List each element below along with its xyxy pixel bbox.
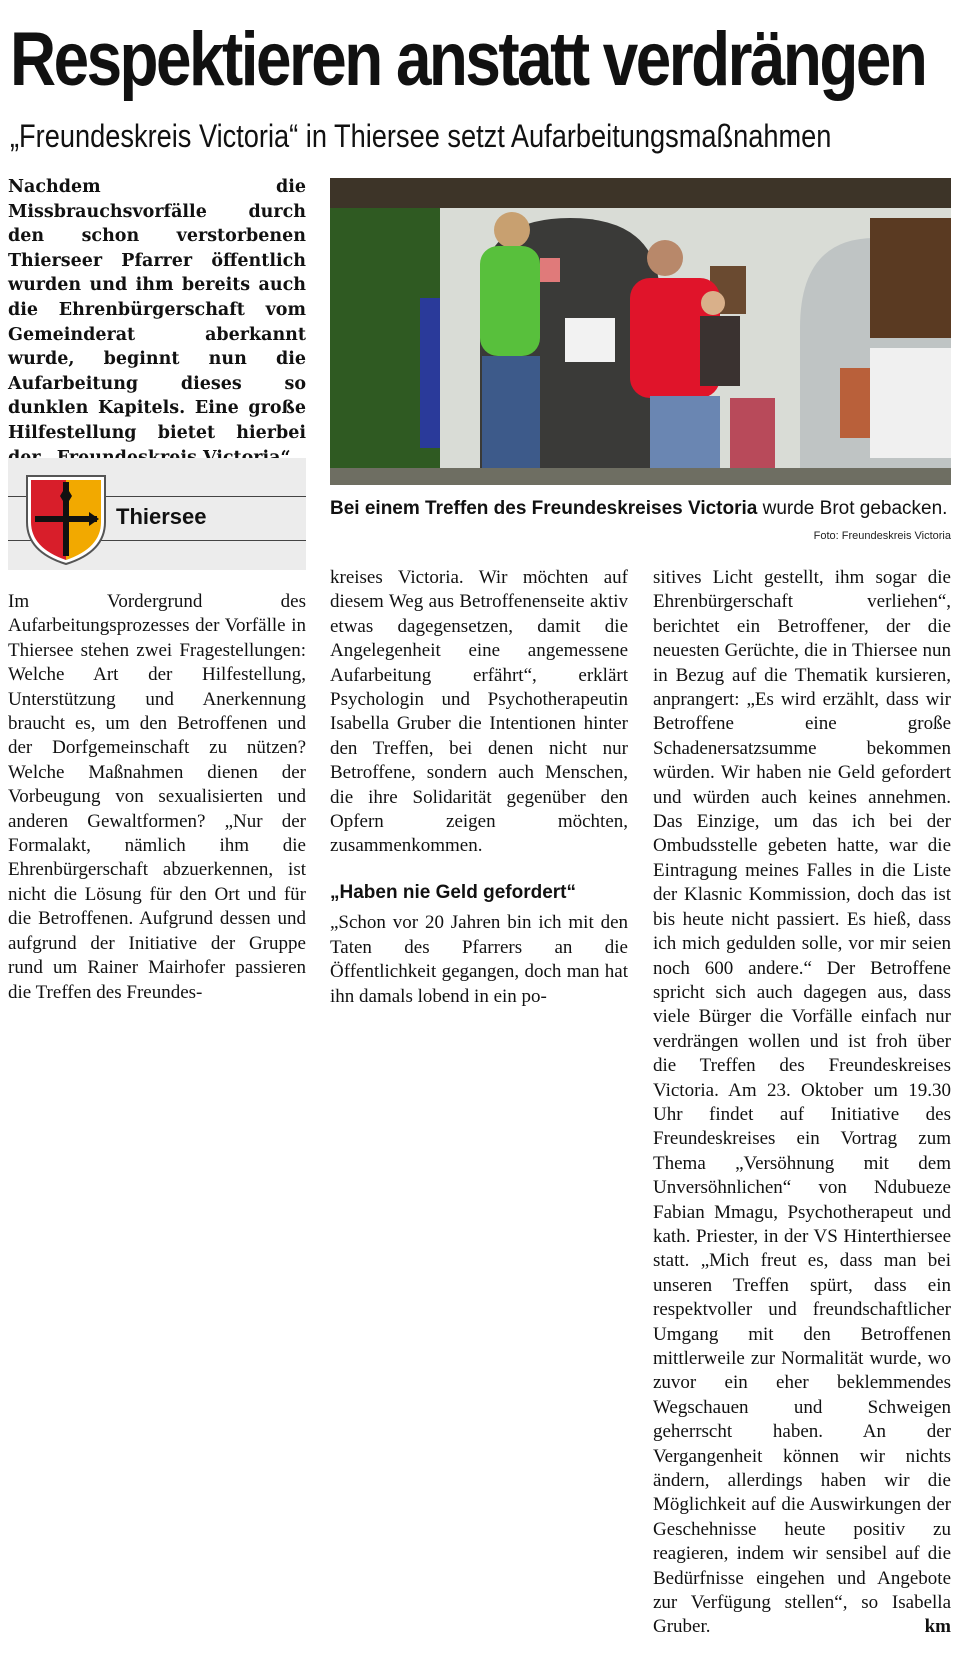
column-body: sitives Licht gestellt, ihm sogar die Ehrenbürgerschaft verliehen“, berichtet ein Betroffener, der die neuesten Gerüchte, die in Thiersee nun in Bezug auf die Thematik kursieren, anprangert: „Es wird erzählt, dass wir Betroffene eine große Schadenersatzsumme bekommen würden. Wir haben nie Geld gefordert und würden auch keines annehmen. Das Einzige, um das ich bei der Ombudsstelle gebeten hatte, war die Eintragung meines Falles in die Liste der Klasnic Kommission, doch das ist bis heute nicht passiert. Es hieß, dass ich mich gedulden solle, vor mir seien noch 600 andere.“ Der Betroffene spricht sich auch dagegen aus, dass viele Bürger die Vorfälle einfach nur verdrängen wollen und ist froh über die Treffen des Freundeskreises Victoria. Am 23. Oktober um 19.30 Uhr findet auf Initiative des Freundeskreises ein Vortrag zum Thema „Versöhnung mit dem Unversöhnlichen“ von Ndubueze Fabian Mmagu, Psychotherapeut und kath. Priester, in der VS Hinterthiersee statt. „Mich freut es, dass man bei unseren Treffen spürt, dass ein respektvoller und freundschaftlicher Umgang mit den Betroffenen mittlerweile zur Normalität wurde, wo zuvor ein eher beklemmendes Wegschauen und Schweigen geherrscht haben. An der Vergangenheit können wir nichts ändern, allerdings haben wir die Möglichkeit auf die Auswirkungen der Geschehnisse heute positiv zu reagieren, indem wir sensibel auf die Bedürfnisse eingehen und Angebote zur Verfügung stellen“, so Isabella Gruber. <box>653 567 951 1638</box>
section-subtitle: „Haben nie Geld gefordert“ <box>330 881 576 903</box>
photo-credit: Foto: Freundeskreis Victoria <box>813 530 951 542</box>
photo-caption <box>330 496 951 522</box>
article-column-3 <box>653 566 951 1640</box>
author-signature: km <box>924 1616 951 1638</box>
column-text <box>653 566 951 1640</box>
caption-rest: wurde Brot gebacken. <box>757 498 948 519</box>
subheadline: „Freundeskreis Victoria“ in Thiersee setzt Aufarbeitungsmaßnahmen <box>10 118 832 154</box>
caption-bold: Bei einem Treffen des Freundeskreises Victoria <box>330 498 758 519</box>
bread-baking-photo <box>330 178 951 485</box>
article-column-1 <box>8 590 306 1005</box>
location-label: Thiersee <box>116 504 207 529</box>
headline: Respektieren anstatt verdrängen <box>10 17 926 102</box>
column-text: kreises Victoria. Wir möchten auf diesem Weg aus Betroffenenseite aktiv etwas dagegensetzen, damit die Angelegenheit eine angemessene Aufarbeitung erfährt“, erklärt Psychologin und Psychotherapeutin Isabella Gruber die Intentionen hinter den Treffen, bei denen nicht nur Betroffene, sondern auch Menschen, die ihre Solidarität gegenüber den Opfern zeigen möchten, zusammenkommen. <box>330 567 628 857</box>
lead-paragraph <box>8 175 306 470</box>
location-box <box>8 458 306 570</box>
column-text: Im Vordergrund des Aufarbeitungsprozesses der Vorfälle in Thiersee stehen zwei Fragestellungen: Welche Art der Hilfestellung, Unterstützung und Anerkennung braucht es, um den Betroffenen und der Dorfgemeinschaft zu nützen? Welche Maßnahmen dienen der Vorbeugung von sexualisierten und anderen Gewaltformen? „Nur der Formalakt, nämlich ihm die Ehrenbürgerschaft abzuerkennen, ist nicht die Lösung für den Ort und für die Betroffenen. Aufgrund dessen und aufgrund der Initiative der Gruppe rund um Rainer Mairhofer passieren die Treffen des Freundes- <box>8 591 306 1003</box>
article-photo <box>330 178 951 485</box>
column-text: „Schon vor 20 Jahren bin ich mit den Taten des Pfarrers an die Öffentlichkeit gegangen, doch man hat ihn damals lobend in ein po- <box>330 912 628 1007</box>
lead-text: Nachdem die Missbrauchsvorfälle durch den schon verstorbenen Thierseer Pfarrer öffentlich wurden und ihm bereits auch die Ehrenbürgerschaft vom Gemeinderat aberkannt wurde, beginnt nun die Aufarbeitung dieses so dunklen Kapitels. Eine große Hilfestellung bietet hierbei <box>8 177 306 443</box>
article-column-2 <box>330 566 628 1009</box>
coat-of-arms-icon <box>23 472 109 566</box>
